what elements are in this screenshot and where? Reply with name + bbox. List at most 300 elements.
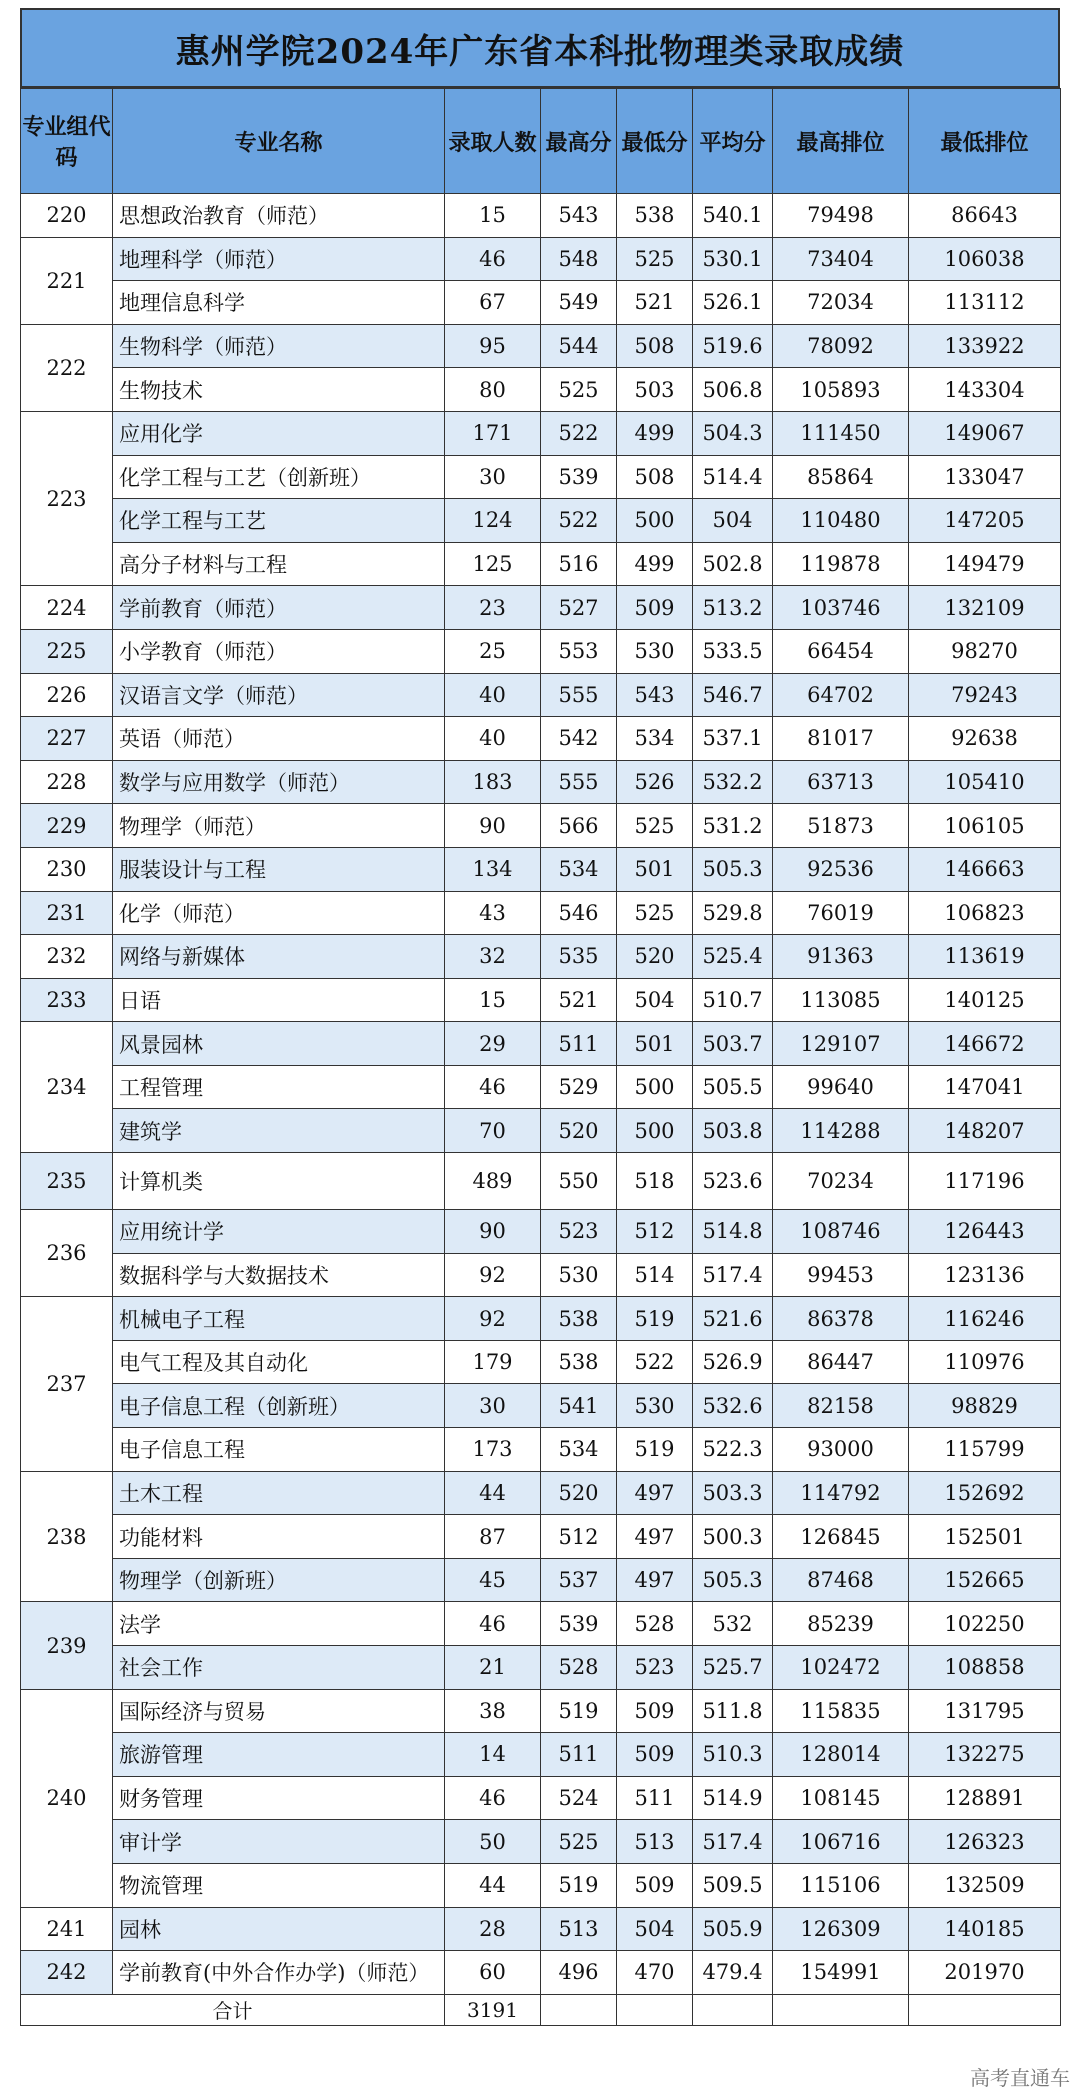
major-name-cell: 土木工程 [113,1471,445,1515]
min-rank-cell: 106038 [909,237,1061,281]
min-rank-cell: 149067 [909,411,1061,455]
admitted-count-cell: 183 [445,760,541,804]
max-rank-cell: 82158 [773,1384,909,1428]
admitted-count-cell: 43 [445,891,541,935]
admitted-count-cell: 15 [445,978,541,1022]
min-score-cell: 499 [617,542,693,586]
max-rank-cell: 128014 [773,1733,909,1777]
admitted-count-cell: 38 [445,1689,541,1733]
table-row [21,542,1061,586]
max-score-cell: 513 [541,1907,617,1951]
admission-table-container [20,8,1060,2026]
max-score-cell: 519 [541,1689,617,1733]
admitted-count-cell: 67 [445,281,541,325]
group-code-cell: 239 [21,1602,113,1689]
min-rank-cell: 131795 [909,1689,1061,1733]
avg-score-cell: 532 [693,1602,773,1646]
max-rank-cell: 126309 [773,1907,909,1951]
max-rank-cell: 86378 [773,1297,909,1341]
major-name-cell: 社会工作 [113,1646,445,1690]
min-score-cell: 497 [617,1558,693,1602]
max-rank-cell: 119878 [773,542,909,586]
table-row [21,586,1061,630]
avg-score-cell: 509.5 [693,1863,773,1907]
group-code-cell: 223 [21,411,113,585]
max-score-cell: 550 [541,1153,617,1210]
admitted-count-cell: 23 [445,586,541,630]
max-rank-cell: 114288 [773,1109,909,1153]
admitted-count-cell: 125 [445,542,541,586]
min-score-cell: 522 [617,1340,693,1384]
min-rank-cell: 147041 [909,1065,1061,1109]
min-score-cell: 503 [617,368,693,412]
min-rank-cell: 132275 [909,1733,1061,1777]
empty-cell [541,1994,617,2025]
min-rank-cell: 148207 [909,1109,1061,1153]
group-code-cell: 229 [21,804,113,848]
max-rank-cell: 111450 [773,411,909,455]
min-score-cell: 525 [617,237,693,281]
group-code-cell: 222 [21,324,113,411]
header-min-rank: 最低排位 [909,89,1061,194]
max-score-cell: 511 [541,1022,617,1066]
min-rank-cell: 140125 [909,978,1061,1022]
min-score-cell: 512 [617,1210,693,1254]
table-row [21,1428,1061,1472]
admitted-count-cell: 45 [445,1558,541,1602]
major-name-cell: 英语（师范） [113,717,445,761]
avg-score-cell: 510.7 [693,978,773,1022]
admitted-count-cell: 44 [445,1471,541,1515]
min-score-cell: 504 [617,978,693,1022]
max-score-cell: 548 [541,237,617,281]
min-rank-cell: 108858 [909,1646,1061,1690]
major-name-cell: 日语 [113,978,445,1022]
major-name-cell: 高分子材料与工程 [113,542,445,586]
major-name-cell: 物理学（创新班） [113,1558,445,1602]
table-row [21,1384,1061,1428]
table-row [21,1863,1061,1907]
max-rank-cell: 105893 [773,368,909,412]
avg-score-cell: 523.6 [693,1153,773,1210]
group-code-cell: 227 [21,717,113,761]
admitted-count-cell: 30 [445,1384,541,1428]
min-rank-cell: 117196 [909,1153,1061,1210]
admitted-count-cell: 29 [445,1022,541,1066]
empty-cell [617,1994,693,2025]
min-rank-cell: 143304 [909,368,1061,412]
major-name-cell: 化学（师范） [113,891,445,935]
min-score-cell: 497 [617,1471,693,1515]
max-score-cell: 537 [541,1558,617,1602]
min-score-cell: 499 [617,411,693,455]
table-row [21,1776,1061,1820]
admission-table [20,88,1061,2026]
min-score-cell: 525 [617,891,693,935]
max-rank-cell: 76019 [773,891,909,935]
admitted-count-cell: 171 [445,411,541,455]
admitted-count-cell: 25 [445,629,541,673]
min-score-cell: 508 [617,455,693,499]
avg-score-cell: 503.7 [693,1022,773,1066]
total-row [21,1994,1061,2025]
max-rank-cell: 129107 [773,1022,909,1066]
max-score-cell: 519 [541,1863,617,1907]
min-score-cell: 500 [617,499,693,543]
min-score-cell: 501 [617,1022,693,1066]
table-row [21,1558,1061,1602]
table-row [21,891,1061,935]
max-score-cell: 541 [541,1384,617,1428]
table-row [21,194,1061,238]
max-rank-cell: 92536 [773,847,909,891]
min-rank-cell: 132109 [909,586,1061,630]
major-name-cell: 化学工程与工艺 [113,499,445,543]
avg-score-cell: 532.2 [693,760,773,804]
min-rank-cell: 133922 [909,324,1061,368]
avg-score-cell: 517.4 [693,1253,773,1297]
table-row [21,1689,1061,1733]
max-rank-cell: 66454 [773,629,909,673]
min-score-cell: 500 [617,1065,693,1109]
max-score-cell: 521 [541,978,617,1022]
avg-score-cell: 514.4 [693,455,773,499]
avg-score-cell: 537.1 [693,717,773,761]
admitted-count-cell: 21 [445,1646,541,1690]
major-name-cell: 化学工程与工艺（创新班） [113,455,445,499]
major-name-cell: 建筑学 [113,1109,445,1153]
admitted-count-cell: 95 [445,324,541,368]
min-rank-cell: 113619 [909,935,1061,979]
total-count: 3191 [445,1994,541,2025]
admitted-count-cell: 44 [445,1863,541,1907]
min-score-cell: 520 [617,935,693,979]
max-score-cell: 511 [541,1733,617,1777]
min-rank-cell: 92638 [909,717,1061,761]
table-row [21,1065,1061,1109]
min-score-cell: 514 [617,1253,693,1297]
min-rank-cell: 98829 [909,1384,1061,1428]
empty-cell [909,1994,1061,2025]
min-rank-cell: 146663 [909,847,1061,891]
max-rank-cell: 99453 [773,1253,909,1297]
max-rank-cell: 93000 [773,1428,909,1472]
group-code-cell: 231 [21,891,113,935]
table-row [21,1907,1061,1951]
table-row [21,237,1061,281]
major-name-cell: 电子信息工程（创新班） [113,1384,445,1428]
min-rank-cell: 149479 [909,542,1061,586]
avg-score-cell: 504 [693,499,773,543]
min-rank-cell: 116246 [909,1297,1061,1341]
avg-score-cell: 525.4 [693,935,773,979]
table-row [21,1602,1061,1646]
header-admitted-count: 录取人数 [445,89,541,194]
min-rank-cell: 128891 [909,1776,1061,1820]
table-row [21,673,1061,717]
min-rank-cell: 110976 [909,1340,1061,1384]
admitted-count-cell: 30 [445,455,541,499]
max-rank-cell: 106716 [773,1820,909,1864]
header-major-name: 专业名称 [113,89,445,194]
major-name-cell: 财务管理 [113,1776,445,1820]
min-score-cell: 497 [617,1515,693,1559]
min-rank-cell: 201970 [909,1951,1061,1995]
max-score-cell: 525 [541,1820,617,1864]
max-rank-cell: 73404 [773,237,909,281]
min-score-cell: 508 [617,324,693,368]
max-score-cell: 523 [541,1210,617,1254]
min-rank-cell: 146672 [909,1022,1061,1066]
group-code-cell: 221 [21,237,113,324]
admitted-count-cell: 90 [445,1210,541,1254]
avg-score-cell: 517.4 [693,1820,773,1864]
major-name-cell: 应用统计学 [113,1210,445,1254]
max-rank-cell: 99640 [773,1065,909,1109]
admitted-count-cell: 40 [445,673,541,717]
avg-score-cell: 514.8 [693,1210,773,1254]
major-name-cell: 功能材料 [113,1515,445,1559]
min-score-cell: 525 [617,804,693,848]
max-score-cell: 539 [541,1602,617,1646]
min-score-cell: 526 [617,760,693,804]
avg-score-cell: 503.8 [693,1109,773,1153]
max-score-cell: 555 [541,760,617,804]
table-row [21,1515,1061,1559]
max-score-cell: 535 [541,935,617,979]
watermark: 高考直通车 [970,2066,1070,2090]
major-name-cell: 计算机类 [113,1153,445,1210]
major-name-cell: 生物技术 [113,368,445,412]
avg-score-cell: 529.8 [693,891,773,935]
max-rank-cell: 72034 [773,281,909,325]
min-score-cell: 530 [617,1384,693,1428]
min-rank-cell: 115799 [909,1428,1061,1472]
admitted-count-cell: 50 [445,1820,541,1864]
min-score-cell: 521 [617,281,693,325]
major-name-cell: 旅游管理 [113,1733,445,1777]
min-score-cell: 500 [617,1109,693,1153]
min-rank-cell: 126443 [909,1210,1061,1254]
admitted-count-cell: 46 [445,1776,541,1820]
min-rank-cell: 140185 [909,1907,1061,1951]
min-rank-cell: 106823 [909,891,1061,935]
major-name-cell: 思想政治教育（师范） [113,194,445,238]
group-code-cell: 235 [21,1153,113,1210]
max-rank-cell: 91363 [773,935,909,979]
max-score-cell: 553 [541,629,617,673]
admitted-count-cell: 70 [445,1109,541,1153]
max-rank-cell: 115106 [773,1863,909,1907]
max-rank-cell: 64702 [773,673,909,717]
avg-score-cell: 514.9 [693,1776,773,1820]
admitted-count-cell: 90 [445,804,541,848]
major-name-cell: 园林 [113,1907,445,1951]
max-score-cell: 539 [541,455,617,499]
admitted-count-cell: 92 [445,1297,541,1341]
avg-score-cell: 526.1 [693,281,773,325]
avg-score-cell: 503.3 [693,1471,773,1515]
admitted-count-cell: 92 [445,1253,541,1297]
table-row [21,1471,1061,1515]
major-name-cell: 生物科学（师范） [113,324,445,368]
major-name-cell: 物流管理 [113,1863,445,1907]
table-row [21,455,1061,499]
max-score-cell: 522 [541,411,617,455]
major-name-cell: 地理科学（师范） [113,237,445,281]
max-rank-cell: 86447 [773,1340,909,1384]
table-row [21,760,1061,804]
min-score-cell: 530 [617,629,693,673]
min-score-cell: 509 [617,1689,693,1733]
major-name-cell: 风景园林 [113,1022,445,1066]
avg-score-cell: 519.6 [693,324,773,368]
group-code-cell: 237 [21,1297,113,1471]
table-row [21,629,1061,673]
max-score-cell: 555 [541,673,617,717]
header-max-rank: 最高排位 [773,89,909,194]
min-rank-cell: 152692 [909,1471,1061,1515]
max-rank-cell: 85864 [773,455,909,499]
max-score-cell: 534 [541,1428,617,1472]
group-code-cell: 238 [21,1471,113,1602]
avg-score-cell: 502.8 [693,542,773,586]
group-code-cell: 230 [21,847,113,891]
avg-score-cell: 505.5 [693,1065,773,1109]
min-rank-cell: 79243 [909,673,1061,717]
max-score-cell: 516 [541,542,617,586]
avg-score-cell: 513.2 [693,586,773,630]
min-score-cell: 519 [617,1428,693,1472]
admitted-count-cell: 60 [445,1951,541,1995]
table-row [21,281,1061,325]
group-code-cell: 234 [21,1022,113,1153]
min-score-cell: 518 [617,1153,693,1210]
max-score-cell: 496 [541,1951,617,1995]
min-rank-cell: 133047 [909,455,1061,499]
table-row [21,1022,1061,1066]
max-rank-cell: 115835 [773,1689,909,1733]
avg-score-cell: 510.3 [693,1733,773,1777]
min-score-cell: 501 [617,847,693,891]
min-rank-cell: 126323 [909,1820,1061,1864]
max-score-cell: 525 [541,368,617,412]
admitted-count-cell: 46 [445,1602,541,1646]
group-code-cell: 236 [21,1210,113,1297]
avg-score-cell: 525.7 [693,1646,773,1690]
avg-score-cell: 505.9 [693,1907,773,1951]
max-score-cell: 566 [541,804,617,848]
admitted-count-cell: 87 [445,1515,541,1559]
total-label: 合计 [21,1994,445,2025]
group-code-cell: 224 [21,586,113,630]
avg-score-cell: 530.1 [693,237,773,281]
min-score-cell: 511 [617,1776,693,1820]
max-rank-cell: 114792 [773,1471,909,1515]
min-rank-cell: 147205 [909,499,1061,543]
max-rank-cell: 51873 [773,804,909,848]
major-name-cell: 审计学 [113,1820,445,1864]
max-rank-cell: 70234 [773,1153,909,1210]
avg-score-cell: 505.3 [693,1558,773,1602]
table-row [21,411,1061,455]
min-score-cell: 543 [617,673,693,717]
min-score-cell: 519 [617,1297,693,1341]
table-row [21,717,1061,761]
major-name-cell: 小学教育（师范） [113,629,445,673]
header-group-code: 专业组代码 [21,89,113,194]
major-name-cell: 汉语言文学（师范） [113,673,445,717]
min-rank-cell: 98270 [909,629,1061,673]
admitted-count-cell: 40 [445,717,541,761]
min-rank-cell: 123136 [909,1253,1061,1297]
max-score-cell: 543 [541,194,617,238]
max-score-cell: 527 [541,586,617,630]
avg-score-cell: 505.3 [693,847,773,891]
min-score-cell: 509 [617,586,693,630]
table-row [21,1109,1061,1153]
table-row [21,1820,1061,1864]
table-row [21,1253,1061,1297]
table-row [21,1951,1061,1995]
admitted-count-cell: 124 [445,499,541,543]
admitted-count-cell: 489 [445,1153,541,1210]
max-score-cell: 542 [541,717,617,761]
header-row [21,89,1061,194]
table-row [21,1733,1061,1777]
avg-score-cell: 511.8 [693,1689,773,1733]
header-max-score: 最高分 [541,89,617,194]
min-rank-cell: 113112 [909,281,1061,325]
min-rank-cell: 86643 [909,194,1061,238]
table-row [21,935,1061,979]
table-row [21,978,1061,1022]
major-name-cell: 数据科学与大数据技术 [113,1253,445,1297]
header-min-score: 最低分 [617,89,693,194]
min-score-cell: 513 [617,1820,693,1864]
max-score-cell: 520 [541,1109,617,1153]
major-name-cell: 网络与新媒体 [113,935,445,979]
max-rank-cell: 126845 [773,1515,909,1559]
max-rank-cell: 110480 [773,499,909,543]
admitted-count-cell: 80 [445,368,541,412]
min-score-cell: 504 [617,1907,693,1951]
admitted-count-cell: 32 [445,935,541,979]
table-body [21,194,1061,1995]
max-score-cell: 546 [541,891,617,935]
group-code-cell: 220 [21,194,113,238]
avg-score-cell: 479.4 [693,1951,773,1995]
max-rank-cell: 63713 [773,760,909,804]
group-code-cell: 240 [21,1689,113,1907]
min-score-cell: 523 [617,1646,693,1690]
max-rank-cell: 78092 [773,324,909,368]
max-rank-cell: 102472 [773,1646,909,1690]
min-rank-cell: 102250 [909,1602,1061,1646]
table-row [21,1646,1061,1690]
admitted-count-cell: 179 [445,1340,541,1384]
min-rank-cell: 106105 [909,804,1061,848]
group-code-cell: 241 [21,1907,113,1951]
avg-score-cell: 522.3 [693,1428,773,1472]
min-rank-cell: 152665 [909,1558,1061,1602]
table-title: 惠州学院2024年广东省本科批物理类录取成绩 [20,8,1060,88]
max-rank-cell: 108145 [773,1776,909,1820]
group-code-cell: 233 [21,978,113,1022]
max-rank-cell: 113085 [773,978,909,1022]
min-score-cell: 470 [617,1951,693,1995]
group-code-cell: 242 [21,1951,113,1995]
